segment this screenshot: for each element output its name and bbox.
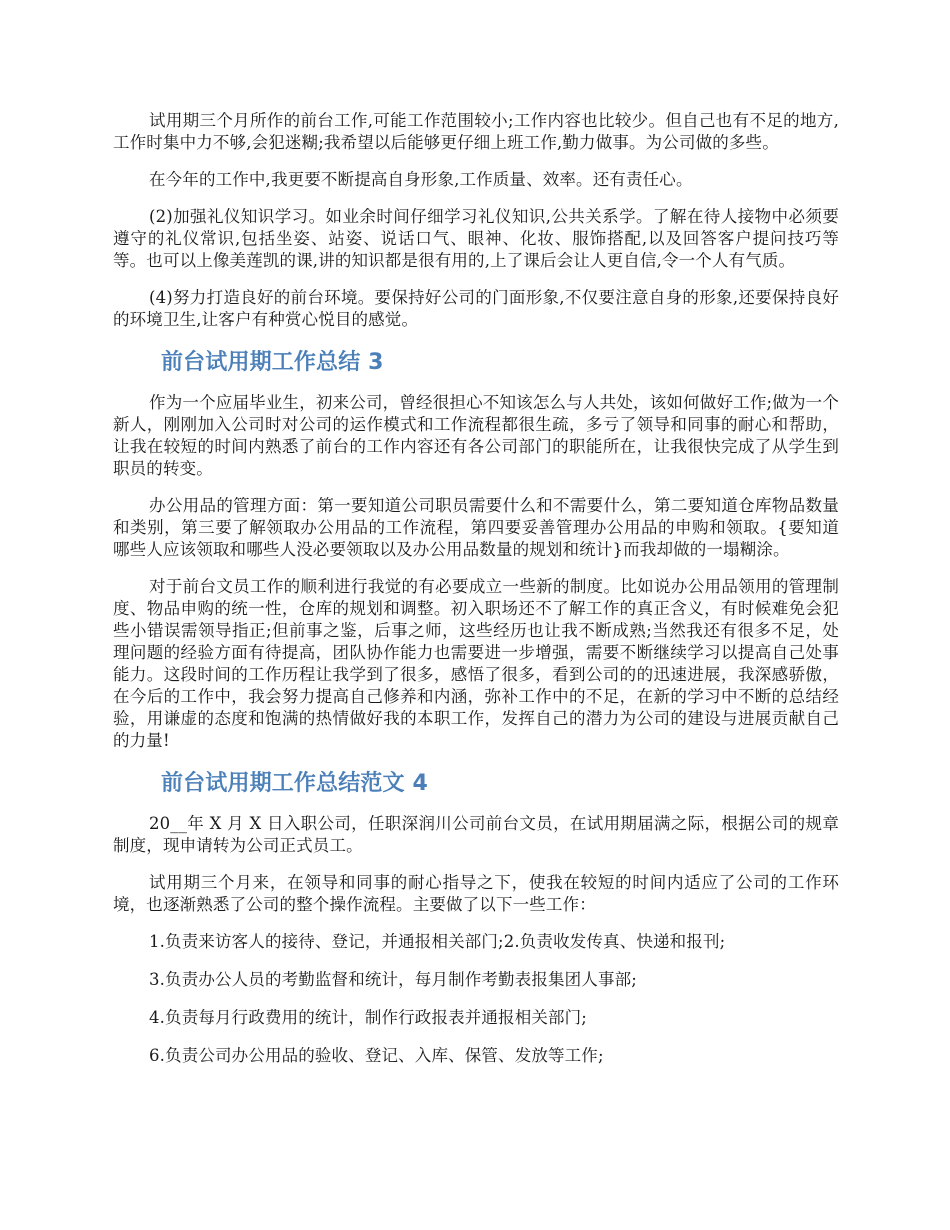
paragraph: 20__年 X 月 X 日入职公司，任职深润川公司前台文员，在试用期届满之际，根据公司的规章制度，现申请转为公司正式员工。 — [113, 814, 839, 855]
section-heading: 前台试用期工作总结范文 4 — [161, 771, 428, 796]
list-item: 4.负责每月行政费用的统计，制作行政报表并通报相关部门; — [149, 1008, 588, 1027]
list-item: 6.负责公司办公用品的验收、登记、入库、保管、发放等工作; — [149, 1046, 604, 1065]
paragraph: 对于前台文员工作的顺利进行我觉的有必要成立一些新的制度。比如说办公用品领用的管理制度、物品申购的统一性，仓库的规划和调整。初入职场还不了解工作的真正含义，有时候难免会犯些小错误需领导指正;但前事之鉴，后事之师，这些经历也让我不断成熟;当然我还有很多不足，处理问题的经验方面有待提高，团队协作能力也需要进一步增强，需要不断继续学习以提高自己处事能力。这段时间的工作历程让我学到了很多，感悟了很多，看到公司的的迅速进展，我深感骄傲，在今后的工作中，我会努力提高自己修养和内涵，弥补工作中的不足，在新的学习中不断的总结经验，用谦虚的态度和饱满的热情做好我的本职工作，发挥自己的潜力为公司的建设与进展贡献自己的力量! — [113, 577, 839, 750]
list-item: 1.负责来访客人的接待、登记，并通报相关部门;2.负责收发传真、快递和报刊; — [149, 932, 726, 951]
list-item: 3.负责办公人员的考勤监督和统计，每月制作考勤表报集团人事部; — [149, 970, 637, 989]
paragraph: 在今年的工作中,我更要不断提高自身形象,工作质量、效率。还有责任心。 — [149, 170, 693, 189]
document-page — [113, 110, 839, 1083]
paragraph: 作为一个应届毕业生，初来公司，曾经很担心不知该怎么与人共处，该如何做好工作;做为一个新人，刚刚加入公司时对公司的运作模式和工作流程都很生疏，多亏了领导和同事的耐心和帮助，让我在较短的时间内熟悉了前台的工作内容还有各公司部门的职能所在，让我很快完成了从学生到职员的转变。 — [113, 393, 839, 478]
paragraph: (4)努力打造良好的前台环境。要保持好公司的门面形象,不仅要注意自身的形象,还要保持良好的环境卫生,让客户有种赏心悦目的感觉。 — [113, 288, 839, 329]
paragraph: 试用期三个月来，在领导和同事的耐心指导之下，使我在较短的时间内适应了公司的工作环境，也逐渐熟悉了公司的整个操作流程。主要做了以下一些工作： — [113, 873, 839, 914]
paragraph: 办公用品的管理方面：第一要知道公司职员需要什么和不需要什么，第二要知道仓库物品数量和类别，第三要了解领取办公用品的工作流程，第四要妥善管理办公用品的申购和领取。{要知道哪些人应该领取和哪些人没必要领取以及办公用品数量的规划和统计}而我却做的一塌糊涂。 — [113, 496, 839, 559]
paragraph: 试用期三个月所作的前台工作,可能工作范围较小;工作内容也比较少。但自己也有不足的地方,工作时集中力不够,会犯迷糊;我希望以后能够更仔细上班工作,勤力做事。为公司做的多些。 — [113, 111, 839, 152]
section-heading: 前台试用期工作总结 3 — [161, 350, 384, 375]
paragraph: (2)加强礼仪知识学习。如业余时间仔细学习礼仪知识,公共关系学。了解在待人接物中必须要遵守的礼仪常识,包括坐姿、站姿、说话口气、眼神、化妆、服饰搭配,以及回答客户提问技巧等等。也可以上像美莲凯的课,讲的知识都是很有用的,上了课后会让人更自信,令一个人有气质。 — [113, 207, 839, 270]
